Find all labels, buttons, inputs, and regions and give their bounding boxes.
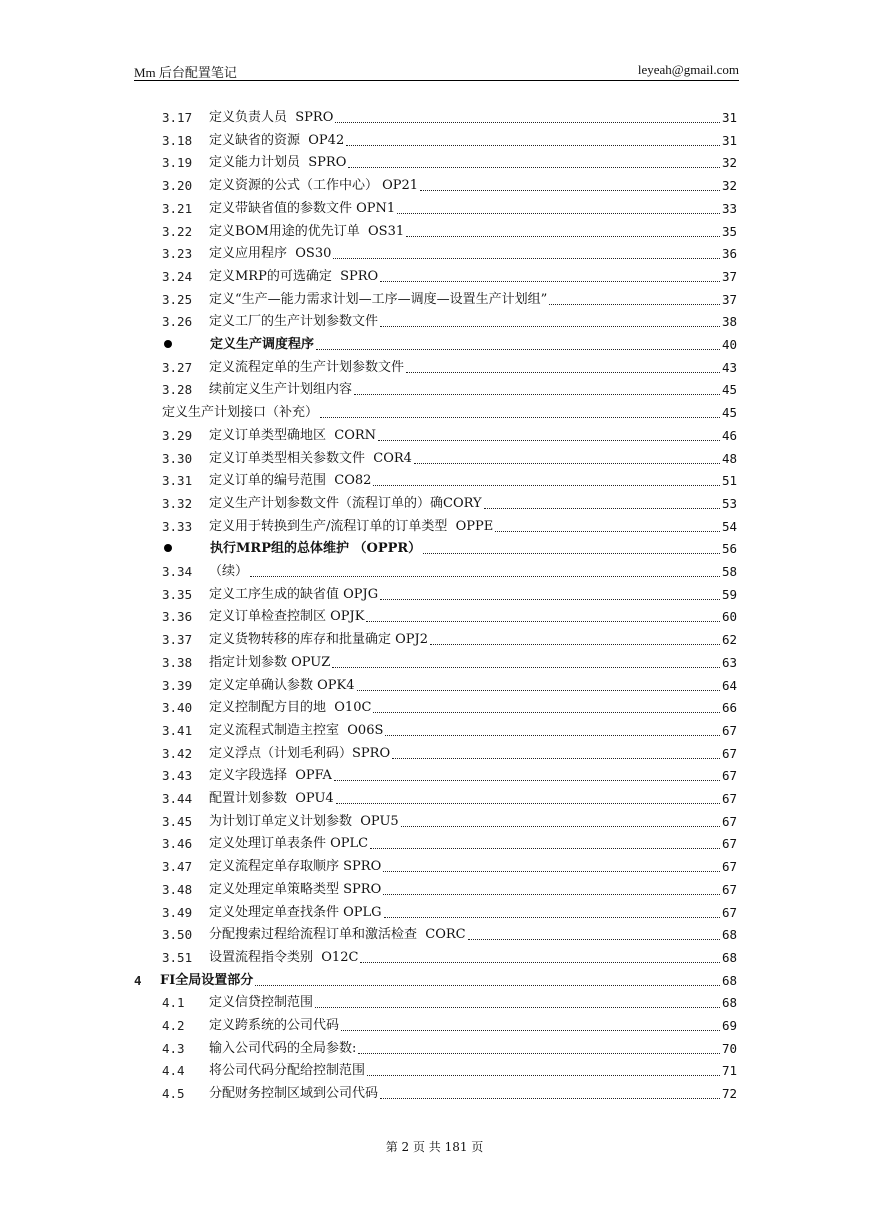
toc-entry[interactable]	[162, 129, 737, 149]
toc-number: 3.30	[162, 450, 193, 466]
toc-page-number: 70	[721, 1040, 737, 1056]
toc-number: 3.36	[162, 609, 193, 625]
toc-page-number: 36	[721, 246, 737, 262]
dot-leader	[380, 1098, 720, 1099]
toc-page-number: 45	[721, 405, 737, 421]
toc-entry[interactable]	[162, 1082, 737, 1102]
dot-leader	[468, 939, 720, 940]
toc-entry[interactable]	[162, 832, 737, 852]
dot-leader	[348, 167, 720, 168]
toc-entry[interactable]	[162, 106, 737, 126]
toc-title: 定义信贷控制范围	[209, 995, 314, 1011]
toc-entry[interactable]	[162, 628, 737, 648]
toc-title: 定义工厂的生产计划参数文件	[209, 314, 379, 330]
toc-page-number: 53	[721, 495, 737, 511]
toc-entry[interactable]	[162, 696, 737, 716]
toc-title: 定义处理定单策略类型 SPRO	[209, 881, 382, 897]
toc-title: 定义应用程序 OS30	[209, 246, 332, 262]
toc-page-number: 60	[721, 609, 737, 625]
toc-number: 3.20	[162, 178, 193, 194]
toc-title: 定义处理订单表条件 OPLC	[209, 836, 369, 852]
toc-number: 3.29	[162, 427, 193, 443]
toc-title: 定义用于转换到生产/流程订单的订单类型 OPPE	[209, 518, 494, 534]
toc-number: 3.44	[162, 791, 193, 806]
dot-leader	[336, 803, 720, 804]
toc-number: 3.49	[162, 904, 193, 920]
toc-number: 3.50	[162, 927, 193, 943]
toc-number: 3.39	[162, 677, 193, 693]
toc-entry[interactable]	[162, 288, 737, 308]
toc-page-number: 71	[721, 1063, 737, 1079]
dot-leader	[385, 735, 720, 736]
toc-title: 定义生产计划参数文件（流程订单的）确CORY	[209, 495, 482, 511]
dot-leader	[380, 599, 720, 600]
toc-entry[interactable]	[162, 946, 737, 966]
toc-title: 定义货物转移的库存和批量确定 OPJ2	[209, 632, 429, 648]
toc-page-number: 51	[721, 473, 737, 489]
dot-leader	[423, 553, 720, 554]
toc-entry[interactable]	[162, 605, 737, 625]
toc-page-number: 59	[721, 586, 737, 602]
toc-number: 3.22	[162, 223, 193, 239]
toc-number: 3.43	[162, 768, 193, 784]
toc-number: 3.31	[162, 473, 193, 489]
toc-title: 定义带缺省值的参数文件 OPN1	[209, 200, 396, 216]
dot-leader	[484, 508, 720, 509]
toc-entry[interactable]	[162, 515, 737, 535]
toc-entry[interactable]	[162, 901, 737, 921]
toc-page-number: 37	[721, 268, 737, 284]
toc-title: 定义流程定单存取顺序 SPRO	[209, 859, 382, 875]
toc-title: 定义MRP的可选确定 SPRO	[209, 268, 379, 284]
toc-number: 3.25	[162, 291, 193, 307]
dot-leader	[392, 758, 720, 759]
toc-title: 定义浮点（计划毛利码）SPRO	[209, 745, 391, 761]
toc-title: 定义订单类型确地区 CORN	[209, 427, 377, 443]
toc-number: 3.40	[162, 700, 193, 716]
dot-leader	[370, 848, 720, 849]
dot-leader	[373, 485, 720, 486]
toc-title: FI全局设置部分	[160, 972, 254, 988]
toc-page-number: 58	[721, 564, 737, 579]
toc-entry[interactable]	[162, 1014, 737, 1034]
toc-page-number: 56	[721, 541, 737, 557]
toc-number: 3.19	[162, 155, 193, 171]
toc-title: 定义BOM用途的优先订单 OS31	[209, 223, 405, 239]
toc-number: 3.18	[162, 132, 193, 148]
toc-entry[interactable]	[162, 674, 737, 694]
dot-leader	[346, 145, 720, 146]
toc-entry[interactable]	[162, 401, 737, 421]
toc-number: 4.5	[162, 1086, 185, 1102]
toc-number: 3.17	[162, 110, 193, 125]
toc-title: 定义订单类型相关参数文件 COR4	[209, 450, 412, 466]
dot-leader	[358, 1053, 720, 1054]
dot-leader	[406, 236, 720, 237]
toc-number: 3.41	[162, 722, 193, 738]
toc-title: 执行MRP组的总体维护 （OPPR）	[210, 541, 422, 557]
toc-entry[interactable]	[162, 424, 737, 444]
toc-number: 4.2	[162, 1018, 185, 1033]
dot-leader	[383, 894, 720, 895]
toc-number: 4.4	[162, 1063, 185, 1079]
toc-page-number: 67	[721, 859, 737, 875]
dot-leader	[341, 1030, 720, 1031]
toc-entry[interactable]	[162, 197, 737, 217]
toc-number: 3.24	[162, 268, 193, 284]
dot-leader	[414, 463, 720, 464]
toc-title: 为计划订单定义计划参数 OPU5	[209, 813, 399, 829]
toc-number: 3.45	[162, 813, 193, 829]
toc-title: 定义缺省的资源 OP42	[209, 132, 345, 148]
toc-page-number: 31	[721, 132, 737, 148]
header-title: Mm 后台配置笔记	[134, 65, 237, 80]
toc-title: 定义订单的编号范围 CO82	[209, 473, 372, 489]
dot-leader	[380, 326, 720, 327]
toc-page-number: 45	[721, 382, 737, 398]
toc-entry[interactable]	[162, 537, 737, 557]
toc-entry[interactable]	[162, 492, 737, 512]
toc-number: 3.21	[162, 200, 193, 216]
toc-number: 3.23	[162, 246, 193, 262]
toc-title: 定义流程式制造主控室 O06S	[209, 722, 384, 738]
toc-entry[interactable]	[162, 855, 737, 875]
toc-entry[interactable]	[162, 583, 737, 603]
toc-title: 定义跨系统的公司代码	[209, 1018, 340, 1033]
toc-entry[interactable]	[162, 378, 737, 398]
toc-page-number: 67	[721, 904, 737, 920]
toc-entry[interactable]	[162, 878, 737, 898]
toc-title: 定义生产计划接口（补充）	[162, 405, 319, 421]
toc-page-number: 54	[721, 518, 737, 534]
toc-entry[interactable]	[134, 969, 737, 989]
toc-number: 3.51	[162, 949, 193, 965]
toc-entry[interactable]	[162, 1037, 737, 1057]
toc-entry[interactable]	[162, 310, 737, 330]
toc-entry[interactable]	[162, 719, 737, 739]
toc-page-number: 68	[721, 927, 737, 943]
dot-leader	[406, 372, 720, 373]
dot-leader	[384, 917, 720, 918]
dot-leader	[316, 349, 720, 350]
toc-entry[interactable]	[162, 356, 737, 376]
dot-leader	[360, 962, 720, 963]
toc-entry[interactable]	[162, 1059, 737, 1079]
toc-entry[interactable]	[162, 787, 737, 807]
toc-page-number: 62	[721, 632, 737, 648]
toc-page-number: 31	[721, 110, 737, 125]
page-header	[134, 62, 739, 80]
toc-entry[interactable]	[162, 991, 737, 1011]
toc-entry[interactable]	[162, 923, 737, 943]
toc-entry[interactable]	[162, 742, 737, 762]
toc-title: 定义负责人员 SPRO	[209, 110, 334, 125]
toc-page-number: 38	[721, 314, 737, 330]
toc-title: 定义控制配方目的地 O10C	[209, 700, 372, 716]
toc-number: 3.26	[162, 314, 193, 330]
toc-number: 3.47	[162, 859, 193, 875]
toc-entry[interactable]	[162, 242, 737, 262]
toc-entry[interactable]	[162, 560, 737, 580]
toc-page-number: 43	[721, 359, 737, 375]
toc-page-number: 32	[721, 155, 737, 171]
toc-page-number: 46	[721, 427, 737, 443]
dot-leader	[333, 258, 720, 259]
toc-page-number: 68	[721, 972, 737, 988]
dot-leader	[373, 712, 720, 713]
toc-entry[interactable]	[162, 810, 737, 830]
dot-leader	[549, 304, 720, 305]
dot-leader	[495, 531, 720, 532]
toc-number: 4.3	[162, 1040, 185, 1056]
toc-page-number: 67	[721, 813, 737, 829]
toc-number: 3.38	[162, 654, 193, 670]
toc-entry[interactable]	[162, 447, 737, 467]
toc-entry[interactable]	[162, 265, 737, 285]
dot-leader	[367, 1075, 720, 1076]
toc-title: 定义生产调度程序	[210, 337, 315, 352]
toc-title: 定义“生产—能力需求计划—工序—调度—设置生产计划组”	[209, 291, 548, 307]
dot-leader	[354, 394, 720, 395]
toc-title: 设置流程指令类别 O12C	[209, 949, 359, 965]
toc-page-number: 67	[721, 768, 737, 784]
toc-number: 3.37	[162, 632, 193, 648]
toc-page-number: 40	[721, 337, 737, 352]
toc-title: 定义流程定单的生产计划参数文件	[209, 359, 405, 375]
toc-page-number: 48	[721, 450, 737, 466]
toc-page-number: 33	[721, 200, 737, 216]
dot-leader	[401, 826, 720, 827]
toc-entry[interactable]	[162, 333, 737, 353]
toc-title: 配置计划参数 OPU4	[209, 791, 334, 806]
toc-title: 续前定义生产计划组内容	[209, 382, 353, 398]
toc-title: 定义定单确认参数 OPK4	[209, 677, 355, 693]
dot-leader	[334, 780, 720, 781]
dot-leader	[380, 281, 720, 282]
header-email: leyeah@gmail.com	[637, 62, 739, 77]
toc-page-number: 63	[721, 654, 737, 670]
toc-page-number: 68	[721, 949, 737, 965]
dot-leader	[430, 644, 720, 645]
dot-leader	[315, 1007, 720, 1008]
toc-number: 3.33	[162, 518, 193, 534]
dot-leader	[383, 871, 720, 872]
toc-title: 定义处理定单查找条件 OPLG	[209, 904, 382, 920]
toc-title: 定义能力计划员 SPRO	[209, 155, 347, 171]
toc-page-number: 66	[721, 700, 737, 716]
dot-leader	[332, 667, 720, 668]
toc-title: 定义工序生成的缺省值 OPJG	[209, 586, 379, 602]
toc-page-number: 35	[721, 223, 737, 239]
toc-title: 分配财务控制区域到公司代码	[209, 1086, 379, 1102]
toc-number: 3.46	[162, 836, 193, 852]
toc-entry[interactable]	[162, 764, 737, 784]
toc-title: 分配搜索过程给流程订单和激活检查 CORC	[209, 927, 466, 943]
toc-page-number: 67	[721, 881, 737, 897]
toc-page-number: 37	[721, 291, 737, 307]
toc-number: 3.48	[162, 881, 193, 897]
toc-number: 3.35	[162, 586, 193, 602]
toc-page-number: 67	[721, 722, 737, 738]
toc-page-number: 67	[721, 791, 737, 806]
dot-leader	[397, 213, 720, 214]
toc-title: 将公司代码分配给控制范围	[209, 1063, 366, 1079]
dot-leader	[366, 621, 719, 622]
toc-page-number: 67	[721, 836, 737, 852]
toc-entry[interactable]	[162, 174, 737, 194]
toc-number: 3.27	[162, 359, 193, 375]
toc-title: 定义订单检查控制区 OPJK	[209, 609, 365, 625]
toc-number: 3.34	[162, 564, 193, 579]
dot-leader	[255, 985, 720, 986]
toc-page-number: 72	[721, 1086, 737, 1102]
dot-leader	[357, 690, 720, 691]
toc-number: 3.28	[162, 382, 193, 398]
dot-leader	[378, 440, 720, 441]
dot-leader	[320, 417, 720, 418]
toc-entry[interactable]	[162, 151, 737, 171]
toc-title: 定义资源的公式（工作中心） OP21	[209, 178, 419, 194]
toc-number: 3.32	[162, 495, 193, 511]
toc-entry[interactable]	[162, 651, 737, 671]
bullet-icon	[164, 544, 172, 552]
toc-page-number: 32	[721, 178, 737, 194]
toc-page-number: 68	[721, 995, 737, 1011]
toc-page-number: 64	[721, 677, 737, 693]
header-rule	[134, 80, 739, 81]
toc-title: 输入公司代码的全局参数:	[209, 1040, 357, 1056]
toc-page-number: 67	[721, 745, 737, 761]
dot-leader	[250, 576, 720, 577]
toc-entry[interactable]	[162, 220, 737, 240]
toc-title: 定义字段选择 OPFA	[209, 768, 332, 784]
toc-entry[interactable]	[162, 469, 737, 489]
toc-title: 指定计划参数 OPUZ	[209, 654, 331, 670]
toc-page-number: 69	[721, 1018, 737, 1033]
toc-number: 3.42	[162, 745, 193, 761]
bullet-icon	[164, 340, 172, 348]
dot-leader	[420, 190, 720, 191]
page-footer: 第 2 页 共 181 页	[385, 1140, 484, 1154]
toc-number: 4.1	[162, 995, 185, 1011]
dot-leader	[335, 122, 720, 123]
toc-title: （续）	[209, 564, 249, 579]
toc-number: 4	[134, 972, 142, 988]
